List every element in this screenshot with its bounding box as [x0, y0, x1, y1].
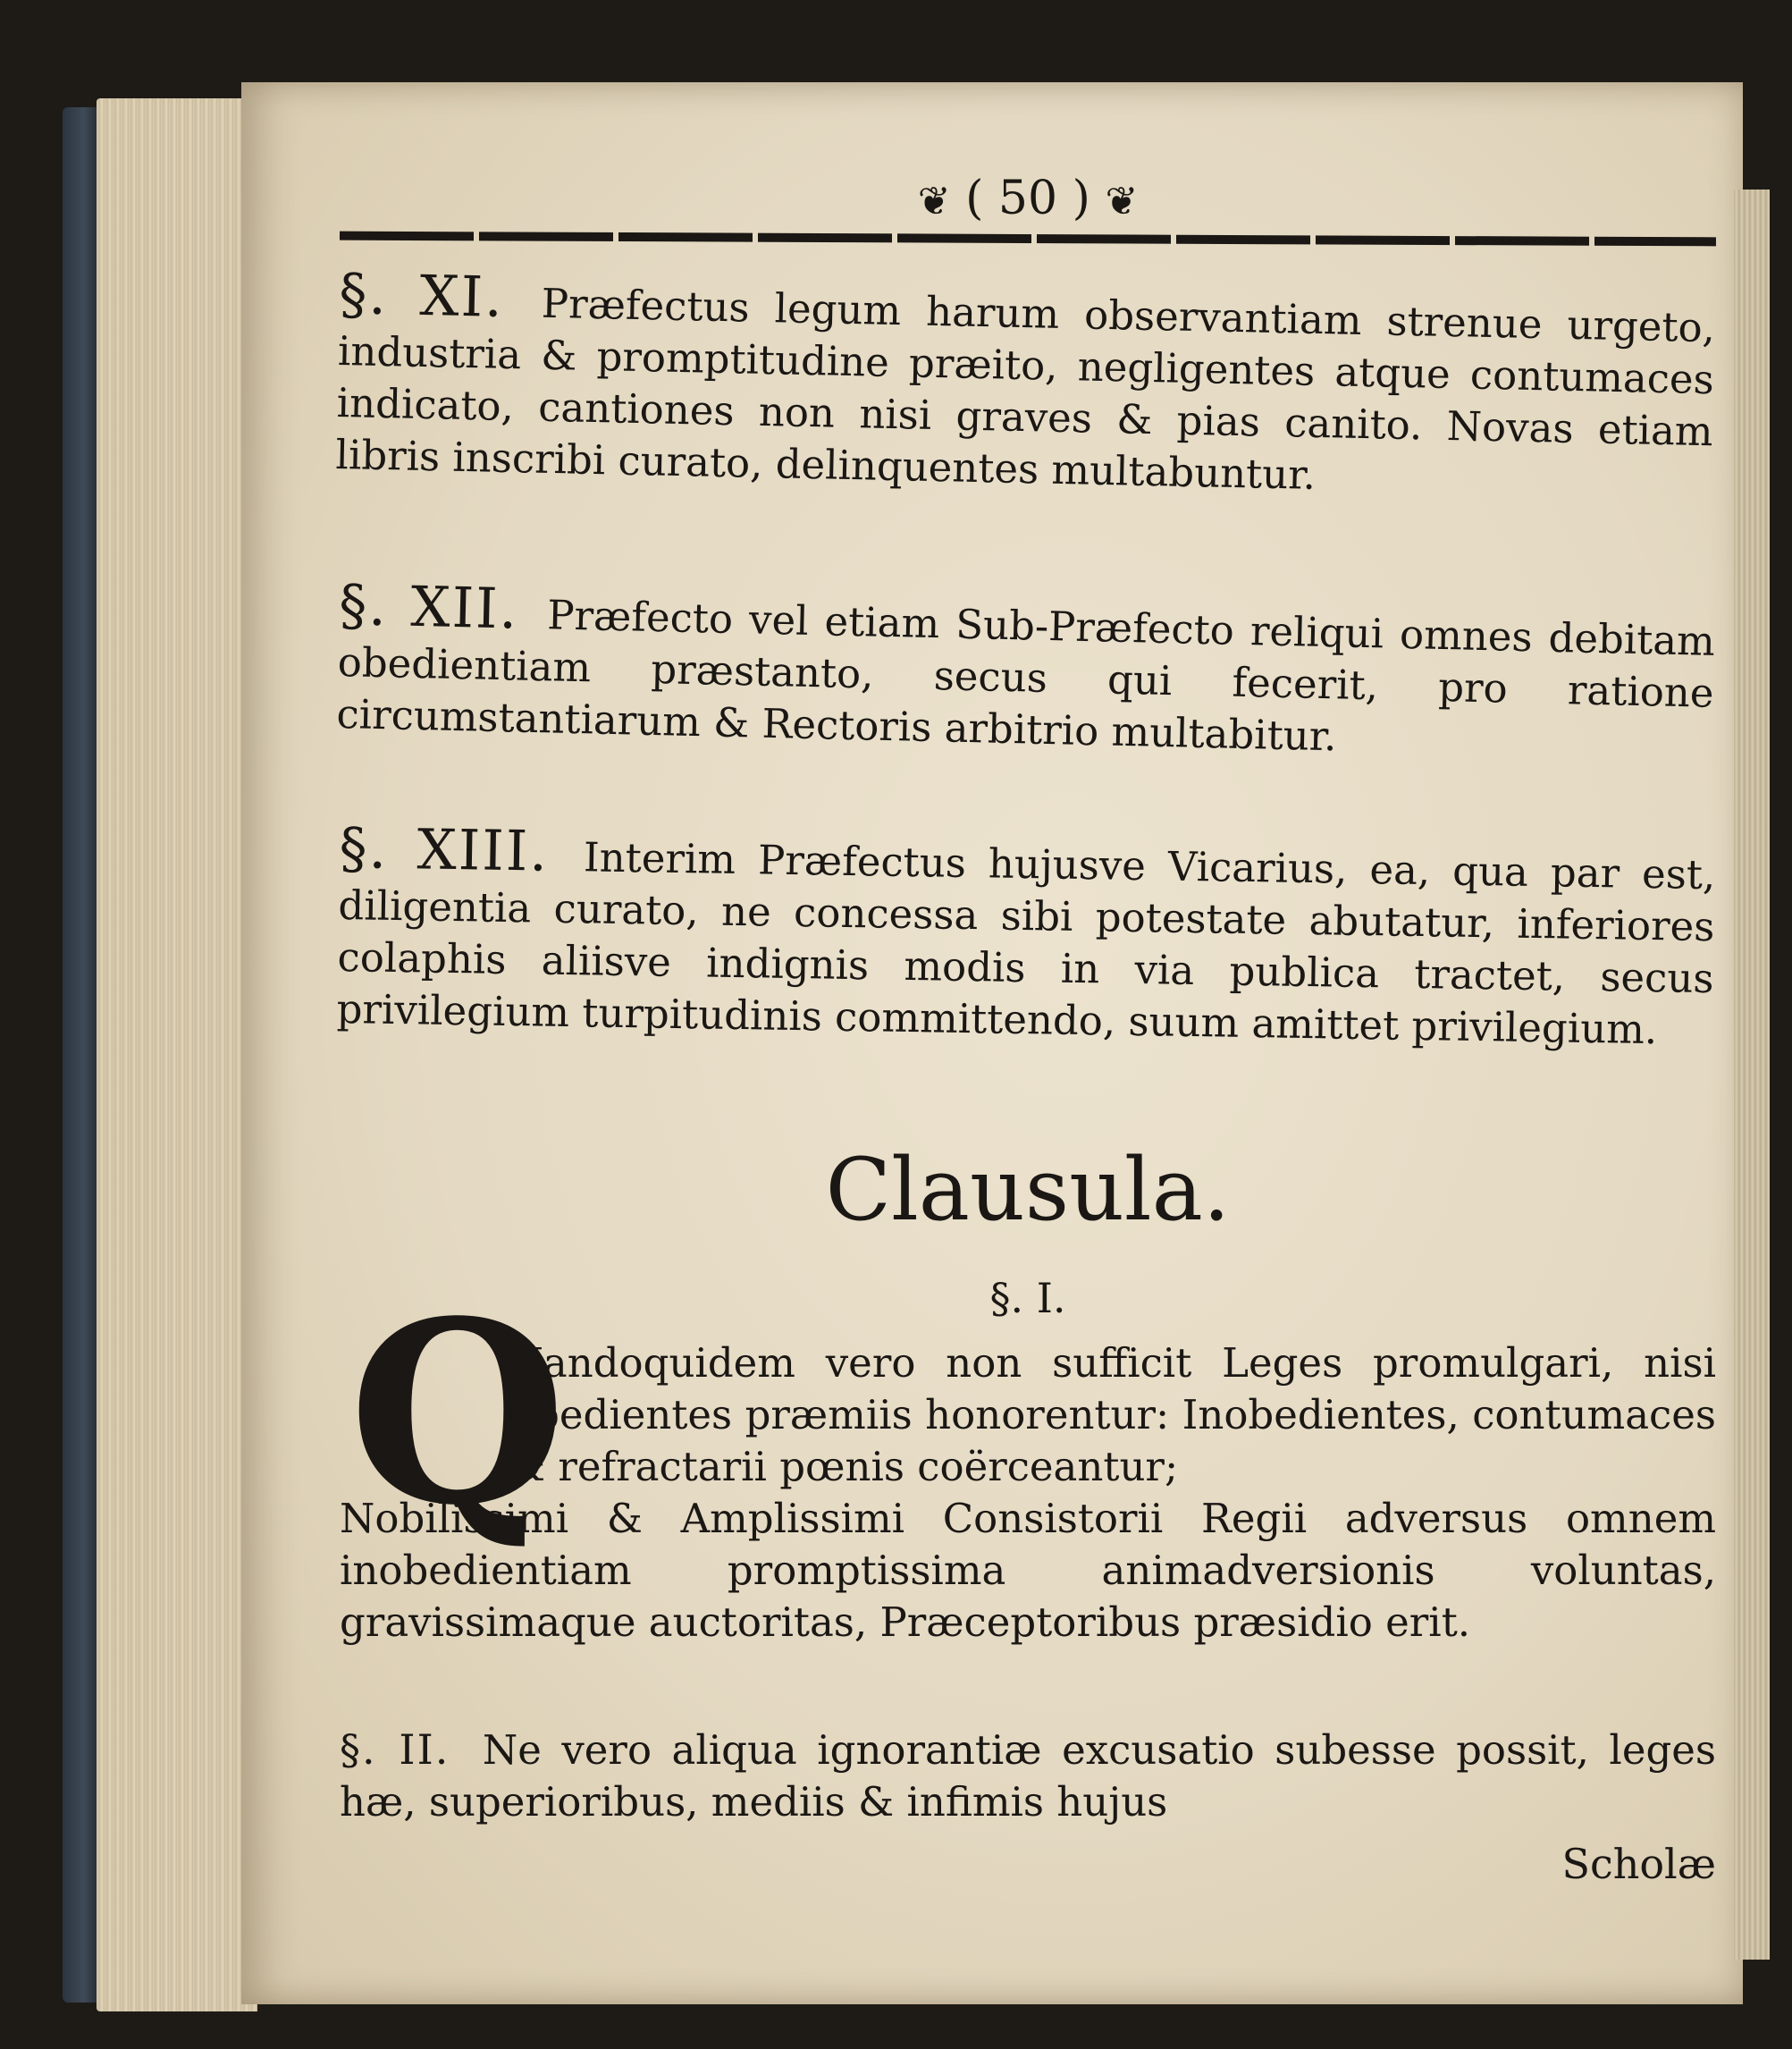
section-xii	[335, 572, 1716, 772]
section-text: Præfectus legum harum observantiam strenue urgeto, industria & promptitudine præito, negligentes atque contumaces indicato, cantiones non nisi graves & pias canito. Novas etiam libris inscribi curato, delinquentes multabuntur.	[335, 279, 1716, 499]
running-header	[340, 172, 1716, 225]
section-xiii	[336, 815, 1716, 1057]
page-number: ( 50 )	[965, 172, 1090, 225]
section-mark: §. XI.	[338, 261, 505, 330]
header-rule	[340, 232, 1716, 247]
section-text: Interim Præfectus hujusve Vicarius, ea, qua par est, diligentia curato, ne concessa sibi potestate abutatur, inferiores colaphis aliisve indignis modis in via publica tractet, secus privilegium turpitudinis committendo, suum amittet privilegium.	[336, 833, 1716, 1054]
section-text: Ne vero aliqua ignorantiæ excusatio subesse possit, leges hæ, superioribus, mediis & infimis hujus	[340, 1726, 1716, 1826]
drop-cap: Q	[349, 1267, 567, 1561]
ornament-right-icon: ❦	[1105, 179, 1139, 224]
section-mark: §. XIII.	[338, 815, 550, 884]
ornament-left-icon: ❦	[917, 179, 951, 224]
book-cover	[63, 107, 98, 2003]
section-mark: §. XII.	[338, 572, 520, 642]
page-edges	[97, 98, 257, 2011]
page-text	[335, 0, 1716, 2049]
clausula-paragraph-ii	[340, 1724, 1716, 1828]
facing-page-edge	[1734, 190, 1770, 1960]
clausula-paragraph-i-first: Uandoquidem vero non sufficit Leges promulgari, nisi obedientes præmiis honorentur: Inobedientes, contumaces & refractarii pœnis coërceantur;	[509, 1339, 1716, 1490]
section-xi	[335, 261, 1716, 510]
section-mark: §. II.	[340, 1725, 450, 1774]
clausula-paragraph-i-rest: Nobilissimi & Amplissimi Consistorii Regii adversus omnem inobedientiam promptissima animadversionis voluntas, gravissimaque auctoritas, Præceptoribus præsidio erit.	[340, 1495, 1716, 1646]
clausula-paragraph-i	[340, 1337, 1716, 1648]
section-text: Præfecto vel etiam Sub-Præfecto reliqui omnes debitam obedientiam præstanto, secus qui fecerit, pro ratione circumstantiarum & Rectoris arbitrio multabitur.	[335, 591, 1716, 761]
catchword: Scholæ	[1561, 1840, 1716, 1888]
clausula-title: Clausula.	[825, 1140, 1231, 1240]
clausula-section-mark: §. I.	[989, 1274, 1066, 1322]
